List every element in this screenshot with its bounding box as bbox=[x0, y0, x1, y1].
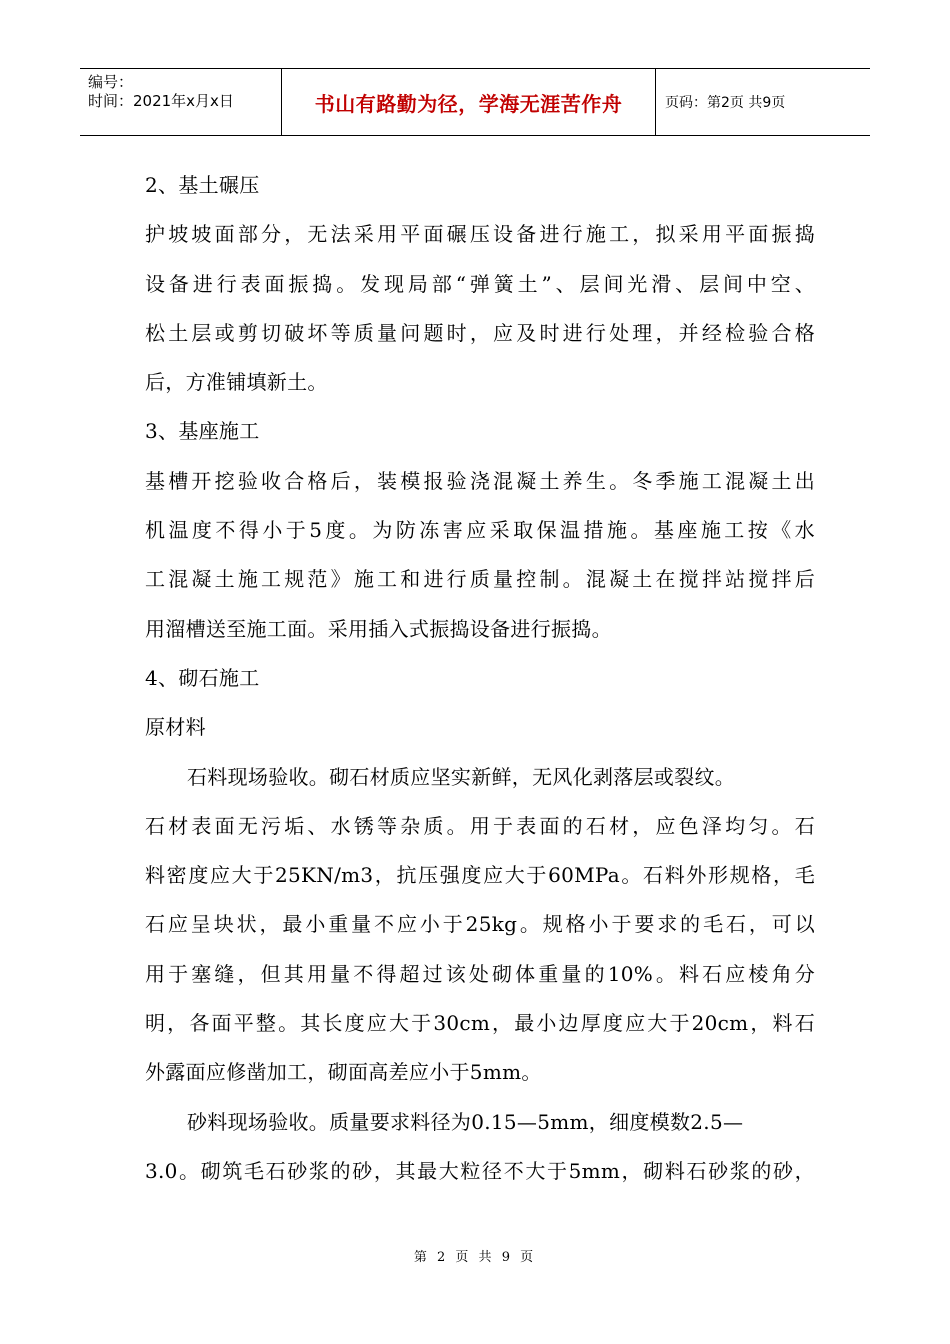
paragraph-line: 石材表面无污垢、水锈等杂质。用于表面的石材，应色泽均匀。石 bbox=[145, 813, 815, 838]
paragraph-line: 砂料现场验收。质量要求料径为0.15—5mm，细度模数2.5— bbox=[187, 1109, 744, 1134]
section-heading: 3、基座施工 bbox=[145, 419, 260, 444]
header-page-info: 页码：第2页 共9页 bbox=[665, 95, 786, 111]
section-heading: 4、砌石施工 bbox=[145, 665, 260, 690]
paragraph-line: 料密度应大于25KN/m3，抗压强度应大于60MPa。石料外形规格，毛 bbox=[145, 863, 815, 888]
paragraph-line: 设备进行表面振捣。发现局部“弹簧土”、层间光滑、层间中空、 bbox=[145, 271, 815, 296]
paragraph-line: 外露面应修凿加工，砌面高差应小于5mm。 bbox=[145, 1060, 542, 1085]
paragraph-line: 工混凝土施工规范》施工和进行质量控制。混凝土在搅拌站搅拌后 bbox=[145, 567, 815, 592]
page-header bbox=[80, 68, 870, 136]
paragraph-line: 后，方准铺填新土。 bbox=[145, 370, 328, 395]
date-label: 时间：2021年x月x日 bbox=[88, 92, 234, 110]
paragraph-line: 3.0。砌筑毛石砂浆的砂，其最大粒径不大于5mm，砌料石砂浆的砂， bbox=[145, 1158, 815, 1183]
doc-number-label: 编号： bbox=[88, 73, 134, 91]
paragraph-line: 用于塞缝，但其用量不得超过该处砌体重量的10%。料石应棱角分 bbox=[145, 961, 815, 986]
paragraph-line: 护坡坡面部分，无法采用平面碾压设备进行施工，拟采用平面振捣 bbox=[145, 222, 815, 247]
document-body bbox=[145, 161, 815, 1196]
header-motto: 书山有路勤为径，学海无涯苦作舟 bbox=[314, 91, 623, 116]
paragraph-line: 用溜槽送至施工面。采用插入式振捣设备进行振捣。 bbox=[145, 616, 612, 641]
paragraph-line: 机温度不得小于5度。为防冻害应采取保温措施。基座施工按《水 bbox=[145, 518, 815, 543]
section-heading: 2、基土碾压 bbox=[145, 173, 260, 197]
paragraph-line: 明，各面平整。其长度应大于30cm，最小边厚度应大于20cm，料石 bbox=[145, 1011, 815, 1036]
header-meta bbox=[88, 73, 234, 111]
header-divider-right bbox=[655, 69, 656, 135]
paragraph-line: 基槽开挖验收合格后，装模报验浇混凝土养生。冬季施工混凝土出 bbox=[145, 468, 815, 493]
page-footer: 第 2 页 共 9 页 bbox=[413, 1250, 537, 1265]
subheading: 原材料 bbox=[145, 715, 206, 740]
paragraph-line: 松土层或剪切破坏等质量问题时，应及时进行处理，并经检验合格 bbox=[145, 320, 815, 345]
paragraph-line: 石料现场验收。砌石材质应坚实新鲜，无风化剥落层或裂纹。 bbox=[187, 764, 736, 789]
paragraph-line: 石应呈块状，最小重量不应小于25kg。规格小于要求的毛石，可以 bbox=[145, 912, 815, 937]
